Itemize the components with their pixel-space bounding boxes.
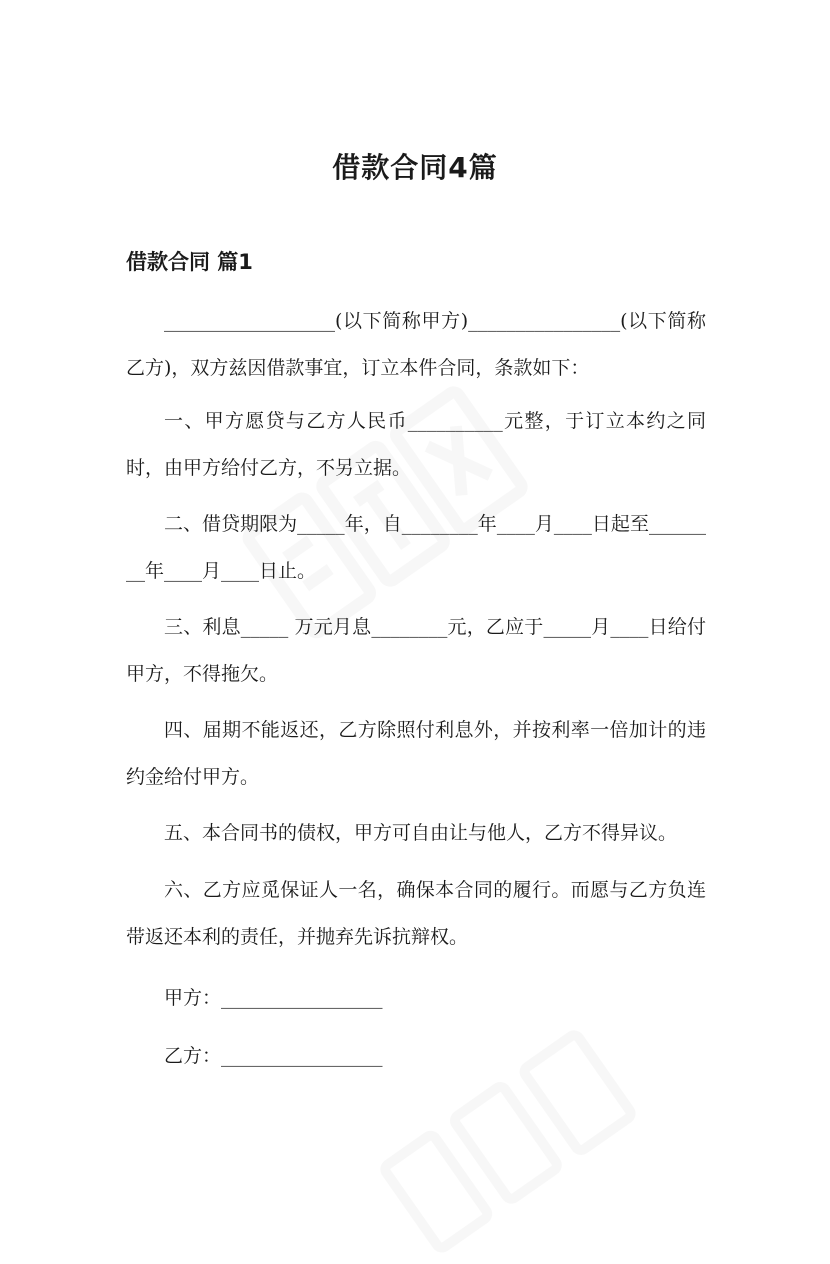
- clause-3: 三、利息_____ 万元月息________元，乙应于_____月____日给付甲方，不得拖欠。: [126, 616, 706, 685]
- party-b-signature-line: 乙方：_________________: [164, 1045, 383, 1067]
- section-heading: 借款合同 篇1: [126, 250, 253, 274]
- clause-4: 四、届期不能返还，乙方除照付利息外，并按利率一倍加计的违约金给付甲方。: [126, 719, 706, 788]
- clause-6: 六、乙方应觅保证人一名，确保本合同的履行。而愿与乙方负连带返还本利的责任，并抛弃先诉抗辩权。: [126, 879, 706, 948]
- party-a-signature-line: 甲方：_________________: [164, 987, 383, 1009]
- contract-preamble: __________________(以下简称甲方)________________(以下简称乙方)，双方兹因借款事宜，订立本件合同，条款如下：: [126, 310, 706, 379]
- clause-2: 二、借贷期限为_____年，自________年____月____日起至________年____月____日止。: [126, 513, 706, 582]
- clause-1: 一、甲方愿贷与乙方人民币__________元整，于订立本约之同时，由甲方给付乙方，不另立据。: [126, 410, 706, 479]
- clause-5: 五、本合同书的债权，甲方可自由让与他人，乙方不得异议。: [164, 822, 678, 844]
- watermark-logo-icon-bottom: [369, 1016, 651, 1263]
- document-title: 借款合同4篇: [332, 151, 498, 184]
